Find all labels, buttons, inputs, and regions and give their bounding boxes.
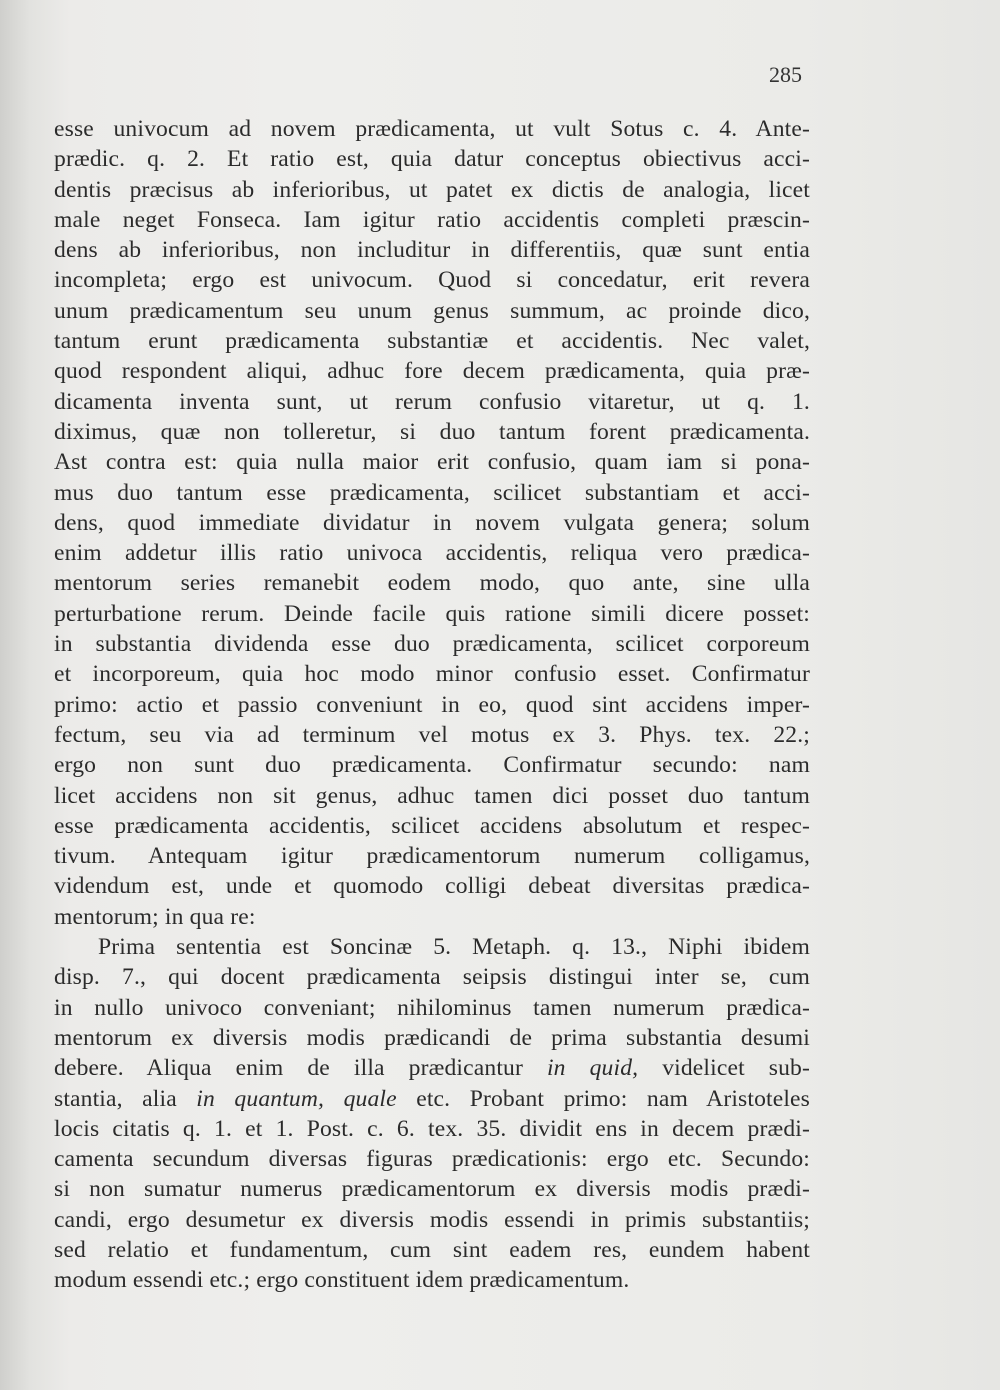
text-line: disp. 7., qui docent prædicamenta seipsis distingui inter se, cum: [54, 964, 810, 991]
text-line: primo: actio et passio conveniunt in eo, quod sint accidens imper-: [54, 691, 810, 718]
text-line: enim addetur illis ratio univoca accidentis, reliqua vero prædica-: [54, 540, 810, 567]
text-line: dens, quod immediate dividatur in novem vulgata genera; solum: [54, 509, 810, 536]
text-line: camenta secundum diversas figuras prædicationis: ergo etc. Secundo:: [54, 1146, 810, 1173]
text-line: mentorum series remanebit eodem modo, quo ante, sine ulla: [54, 570, 810, 597]
text-line: mentorum; in qua re:: [54, 903, 256, 930]
italic-phrase: in quid,: [546, 1055, 639, 1082]
text-line: esse univocum ad novem prædicamenta, ut vult Sotus c. 4. Ante-: [54, 116, 810, 142]
text-line: prædic. q. 2. Et ratio est, quia datur conceptus obiectivus acci-: [54, 146, 810, 173]
text-line: mentorum ex diversis modis prædicandi de prima substantia desumi: [54, 1024, 810, 1051]
text-line: mus duo tantum esse prædicamenta, scilicet substantiam et acci-: [54, 479, 810, 506]
text-line: licet accidens non sit genus, adhuc tamen dici posset duo tantum: [54, 782, 810, 809]
text-line: fectum, seu via ad terminum vel motus ex 3. Phys. tex. 22.;: [54, 721, 810, 748]
text-line: in substantia dividenda esse duo prædicamenta, scilicet corporeum: [54, 631, 810, 658]
text-line: tantum erunt prædicamenta substantiæ et accidentis. Nec valet,: [54, 328, 810, 355]
text-line: quod respondent aliqui, adhuc fore decem prædicamenta, quia præ-: [54, 358, 810, 385]
text-line: tivum. Antequam igitur prædicamentorum numerum colligamus,: [54, 843, 810, 870]
text-line: unum prædicamentum seu unum genus summum, ac proinde dico,: [54, 297, 810, 324]
text-line: esse prædicamenta accidentis, scilicet accidens absolutum et respec-: [54, 812, 810, 839]
text-line: Ast contra est: quia nulla maior erit confusio, quam iam si pona-: [54, 449, 810, 476]
body-text: [54, 114, 810, 1296]
paragraph-2: [54, 932, 810, 1296]
italic-phrase: in quantum, quale: [196, 1085, 397, 1112]
text-line: ergo non sunt duo prædicamenta. Confirmatur secundo: nam: [54, 752, 810, 779]
text-line: candi, ergo desumetur ex diversis modis essendi in primis substantiis;: [54, 1206, 810, 1233]
text-line: diximus, quæ non tolleretur, si duo tantum forent prædicamenta.: [54, 418, 810, 445]
text-line: dentis præcisus ab inferioribus, ut patet ex dictis de analogia, licet: [54, 176, 810, 203]
text-line: Prima sententia est Soncinæ 5. Metaph. q. 13., Niphi ibidem: [98, 934, 810, 961]
text-line: in nullo univoco conveniant; nihilominus tamen numerum prædica-: [54, 994, 810, 1021]
text-line: dens ab inferioribus, non includitur in differentiis, quæ sunt entia: [54, 237, 810, 264]
text-line: videndum est, unde et quomodo colligi debeat diversitas prædica-: [54, 873, 810, 900]
text-line: sed relatio et fundamentum, cum sint eadem res, eundem habent: [54, 1236, 810, 1263]
paragraph-1: [54, 114, 810, 932]
text-line: stantia, alia in quantum, quale etc. Probant primo: nam Aristoteles: [54, 1085, 811, 1112]
text-line: si non sumatur numerus prædicamentorum ex diversis modis prædi-: [54, 1176, 810, 1203]
text-line: male neget Fonseca. Iam igitur ratio accidentis completi præscin-: [54, 206, 810, 233]
text-line: et incorporeum, quia hoc modo minor confusio esset. Confirmatur: [54, 661, 810, 688]
text-line: modum essendi etc.; ergo constituent idem prædicamentum.: [54, 1267, 630, 1294]
text-line: perturbatione rerum. Deinde facile quis ratione simili dicere posset:: [54, 600, 810, 627]
text-line: dicamenta inventa sunt, ut rerum confusio vitaretur, ut q. 1.: [54, 388, 810, 415]
text-line: debere. Aliqua enim de illa prædicantur in quid, videlicet sub-: [54, 1055, 810, 1082]
text-line: incompleta; ergo est univocum. Quod si concedatur, erit revera: [54, 267, 810, 294]
page-number: 285: [769, 62, 802, 87]
text-line: locis citatis q. 1. et 1. Post. c. 6. tex. 35. dividit ens in decem prædi-: [54, 1115, 810, 1142]
